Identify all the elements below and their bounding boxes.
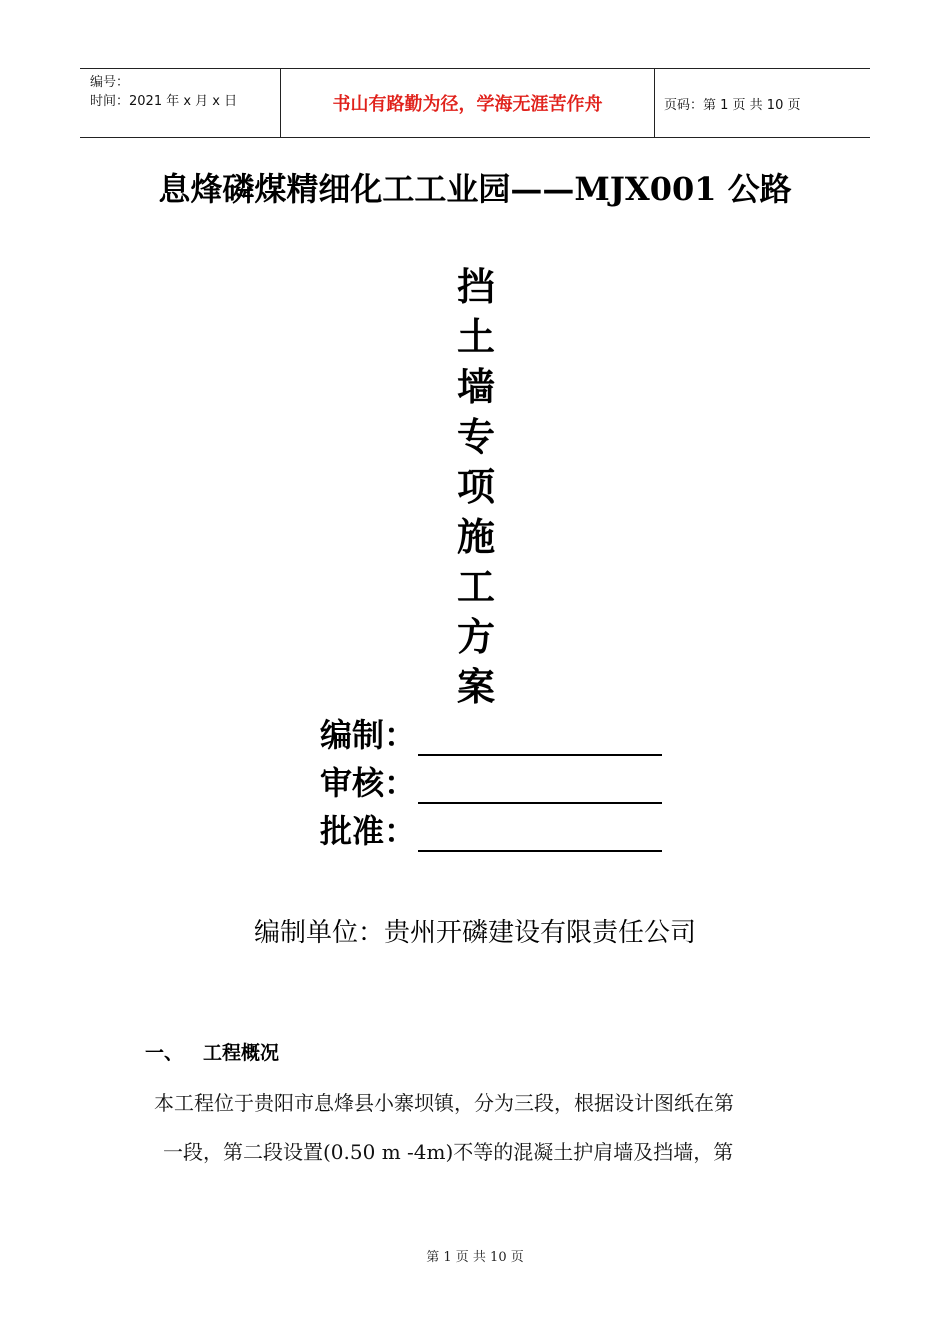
header-page-info: 页码：第 1 页 共 10 页	[664, 97, 801, 113]
page-header-table	[80, 68, 870, 138]
vertical-title-char: 项	[456, 465, 495, 509]
vertical-title-char: 土	[456, 315, 495, 359]
vertical-title	[448, 262, 504, 712]
signature-review-blank[interactable]	[418, 768, 662, 804]
vertical-title-char: 方	[456, 615, 495, 659]
signature-compile-row	[320, 710, 680, 756]
signature-review-label: 审核：	[320, 764, 417, 802]
signature-review-row	[320, 758, 680, 804]
signature-compile-label: 编制：	[320, 716, 417, 754]
header-number-label: 编号：	[90, 75, 130, 90]
signature-approve-blank[interactable]	[418, 816, 662, 852]
signature-compile-blank[interactable]	[418, 720, 662, 756]
section-title: 工程概况	[203, 1042, 280, 1064]
header-date-label: 时间：2021 年 x 月 x 日	[90, 94, 238, 109]
vertical-title-char: 工	[456, 565, 495, 609]
vertical-title-char: 专	[456, 415, 495, 459]
document-title: 息烽磷煤精细化工工业园——MJX001 公路	[158, 170, 792, 208]
vertical-title-char: 挡	[456, 265, 495, 309]
vertical-title-char: 墙	[456, 365, 495, 409]
compiling-unit: 编制单位：贵州开磷建设有限责任公司	[253, 918, 696, 948]
header-motto: 书山有路勤为径，学海无涯苦作舟	[281, 69, 655, 137]
vertical-title-char: 案	[456, 665, 495, 709]
vertical-title-char: 施	[456, 515, 495, 559]
signature-approve-label: 批准：	[320, 812, 417, 850]
header-meta-cell	[80, 69, 281, 137]
body-paragraph-line: 本工程位于贵阳市息烽县小寨坝镇，分为三段，根据设计图纸在第	[154, 1091, 734, 1115]
body-paragraph-line: 一段，第二段设置(0.50 m -4m)不等的混凝土护肩墙及挡墙，第	[163, 1140, 734, 1164]
signature-approve-row	[320, 806, 680, 852]
page-footer: 第 1 页 共 10 页	[426, 1250, 524, 1265]
section-number: 一、	[145, 1042, 184, 1064]
section-heading	[145, 1038, 279, 1065]
